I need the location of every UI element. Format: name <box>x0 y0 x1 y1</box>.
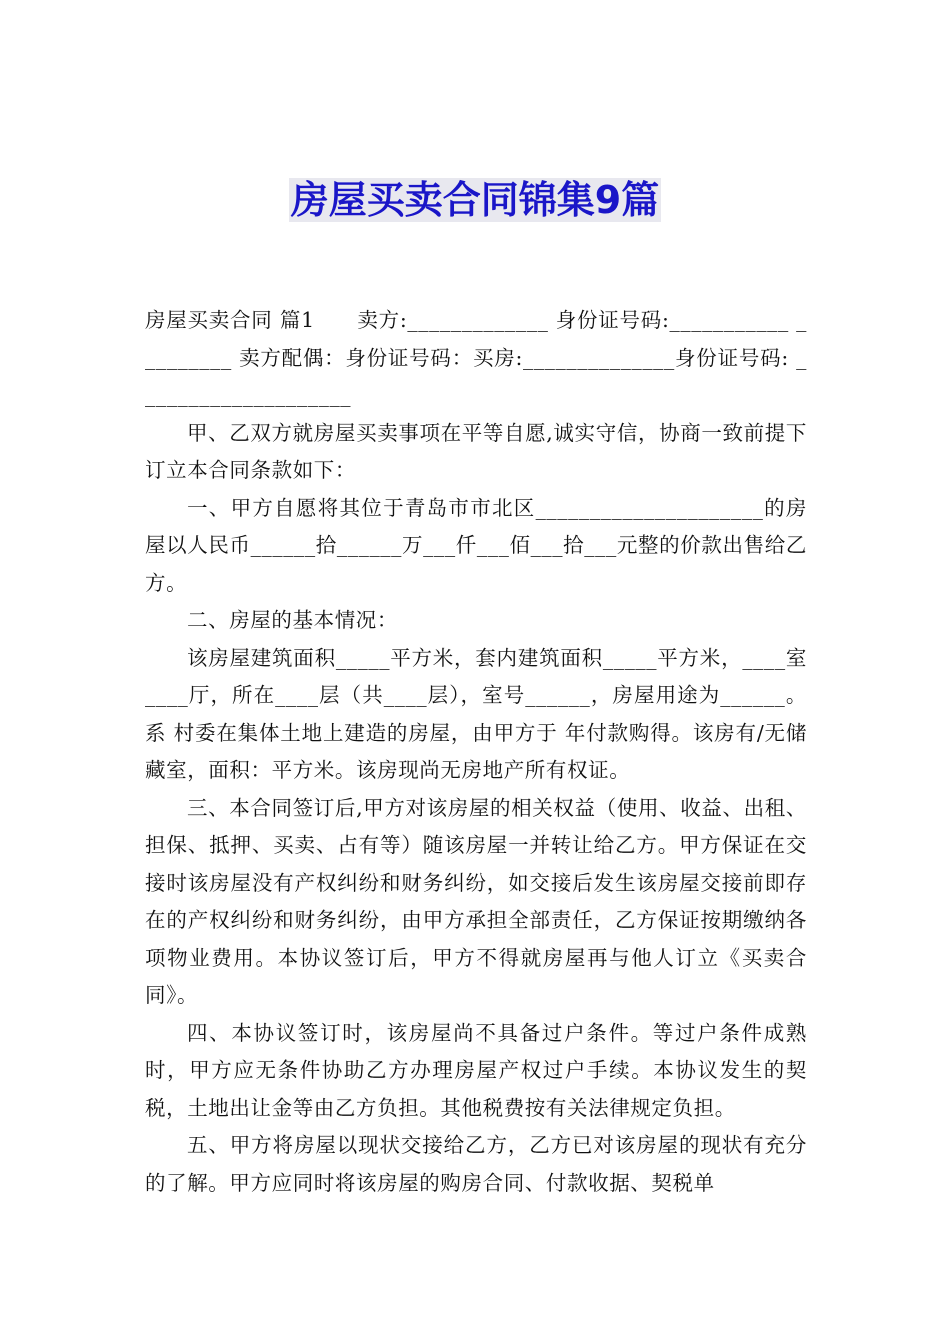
document-body <box>145 302 807 1202</box>
paragraph-clause-2-details: 该房屋建筑面积_____平方米，套内建筑面积_____平方米，____室____厅，所在____层（共____层），室号______，房屋用途为______。系 村委在集体土地上建造的房屋，由甲方于 年付款购得。该房有/无储藏室，面积：平方米。该房现尚无房地产所有权证。 <box>145 645 807 782</box>
title-text: 房屋买卖合同锦集9篇 <box>290 178 660 222</box>
contract-header-parties: 房屋买卖合同 篇1 卖方:_____________ 身份证号码:___________ _________ 卖方配偶：身份证号码：买房:______________身份证号码: ____________________ <box>145 308 807 407</box>
document-title <box>0 170 950 230</box>
paragraph-clause-1: 一、甲方自愿将其位于青岛市市北区_____________________的房屋以人民币______拾______万___仟___佰___拾___元整的价款出售给乙方。 <box>145 495 807 595</box>
paragraph-clause-2-heading: 二、房屋的基本情况： <box>187 608 398 632</box>
paragraph-clause-5: 五、甲方将房屋以现状交接给乙方，乙方已对该房屋的现状有充分的了解。甲方应同时将该房屋的购房合同、付款收据、契税单 <box>145 1133 807 1195</box>
paragraph-clause-4: 四、本协议签订时，该房屋尚不具备过户条件。等过户条件成熟时，甲方应无条件协助乙方办理房屋产权过户手续。本协议发生的契税，土地出让金等由乙方负担。其他税费按有关法律规定负担。 <box>145 1020 807 1120</box>
paragraph-preamble: 甲、乙双方就房屋买卖事项在平等自愿,诚实守信，协商一致前提下订立本合同条款如下： <box>145 420 807 482</box>
paragraph-clause-3: 三、本合同签订后,甲方对该房屋的相关权益（使用、收益、出租、担保、抵押、买卖、占有等）随该房屋一并转让给乙方。甲方保证在交接时该房屋没有产权纠纷和财务纠纷，如交接后发生该房屋交接前即存在的产权纠纷和财务纠纷，由甲方承担全部责任，乙方保证按期缴纳各项物业费用。本协议签订后，甲方不得就房屋再与他人订立《买卖合同》。 <box>145 795 807 1007</box>
